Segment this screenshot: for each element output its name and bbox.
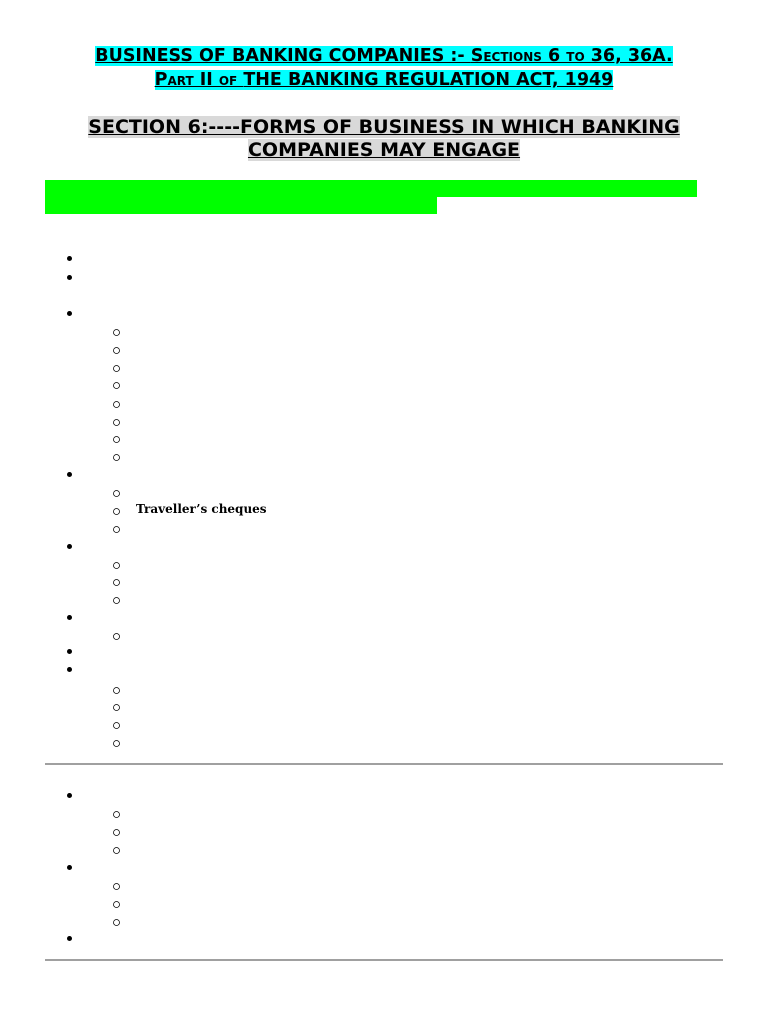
sublist-bullet xyxy=(113,419,120,426)
title-line-2 xyxy=(0,70,768,90)
title-part: Part II of xyxy=(154,70,244,90)
list-bullet xyxy=(66,543,74,551)
green-highlight-bar-2 xyxy=(45,197,437,214)
title-line-1 xyxy=(0,46,768,66)
sublist-bullet xyxy=(113,687,120,694)
sublist-bullet xyxy=(113,704,120,711)
sublist-bullet xyxy=(113,490,120,497)
sublist-bullet xyxy=(113,740,120,747)
list-bullet xyxy=(66,648,74,656)
sublist-bullet xyxy=(113,901,120,908)
sublist-bullet xyxy=(113,436,120,443)
list-bullet xyxy=(66,864,74,872)
sublist-bullet xyxy=(113,722,120,729)
list-bullet xyxy=(66,310,74,318)
section-heading-line-1 xyxy=(0,116,768,138)
sublist-bullet xyxy=(113,597,120,604)
list-bullet xyxy=(66,471,74,479)
sublist-bullet xyxy=(113,382,120,389)
horizontal-rule xyxy=(45,763,723,765)
sublist-item-travellers-cheques: Traveller’s cheques xyxy=(136,502,267,516)
sublist-bullet xyxy=(113,579,120,586)
sublist-bullet xyxy=(113,329,120,336)
sublist-bullet xyxy=(113,508,120,515)
section-heading-line-2 xyxy=(0,139,768,161)
sublist-bullet xyxy=(113,526,120,533)
sublist-bullet xyxy=(113,347,120,354)
sublist-bullet xyxy=(113,562,120,569)
list-bullet xyxy=(66,935,74,943)
title-act: THE BANKING REGULATION ACT, 1949 xyxy=(243,70,614,90)
title-main: BUSINESS OF BANKING COMPANIES :- xyxy=(95,46,471,66)
sublist-bullet xyxy=(113,829,120,836)
horizontal-rule xyxy=(45,959,723,961)
sublist-bullet xyxy=(113,633,120,640)
green-highlight-bar-1 xyxy=(45,180,697,197)
title-sections: Sections 6 to 36, 36A. xyxy=(470,46,673,66)
sublist-bullet xyxy=(113,811,120,818)
sublist-bullet xyxy=(113,919,120,926)
sublist-bullet xyxy=(113,883,120,890)
sublist-bullet xyxy=(113,454,120,461)
sublist-bullet xyxy=(113,401,120,408)
list-bullet xyxy=(66,255,74,263)
list-bullet xyxy=(66,666,74,674)
sublist-bullet xyxy=(113,847,120,854)
list-bullet xyxy=(66,792,74,800)
section-heading-text-2: COMPANIES MAY ENGAGE xyxy=(247,139,521,161)
section-heading-text-1: SECTION 6:----FORMS OF BUSINESS IN WHICH BANKING xyxy=(88,116,680,138)
sublist-bullet xyxy=(113,365,120,372)
list-bullet xyxy=(66,274,74,282)
list-bullet xyxy=(66,614,74,622)
